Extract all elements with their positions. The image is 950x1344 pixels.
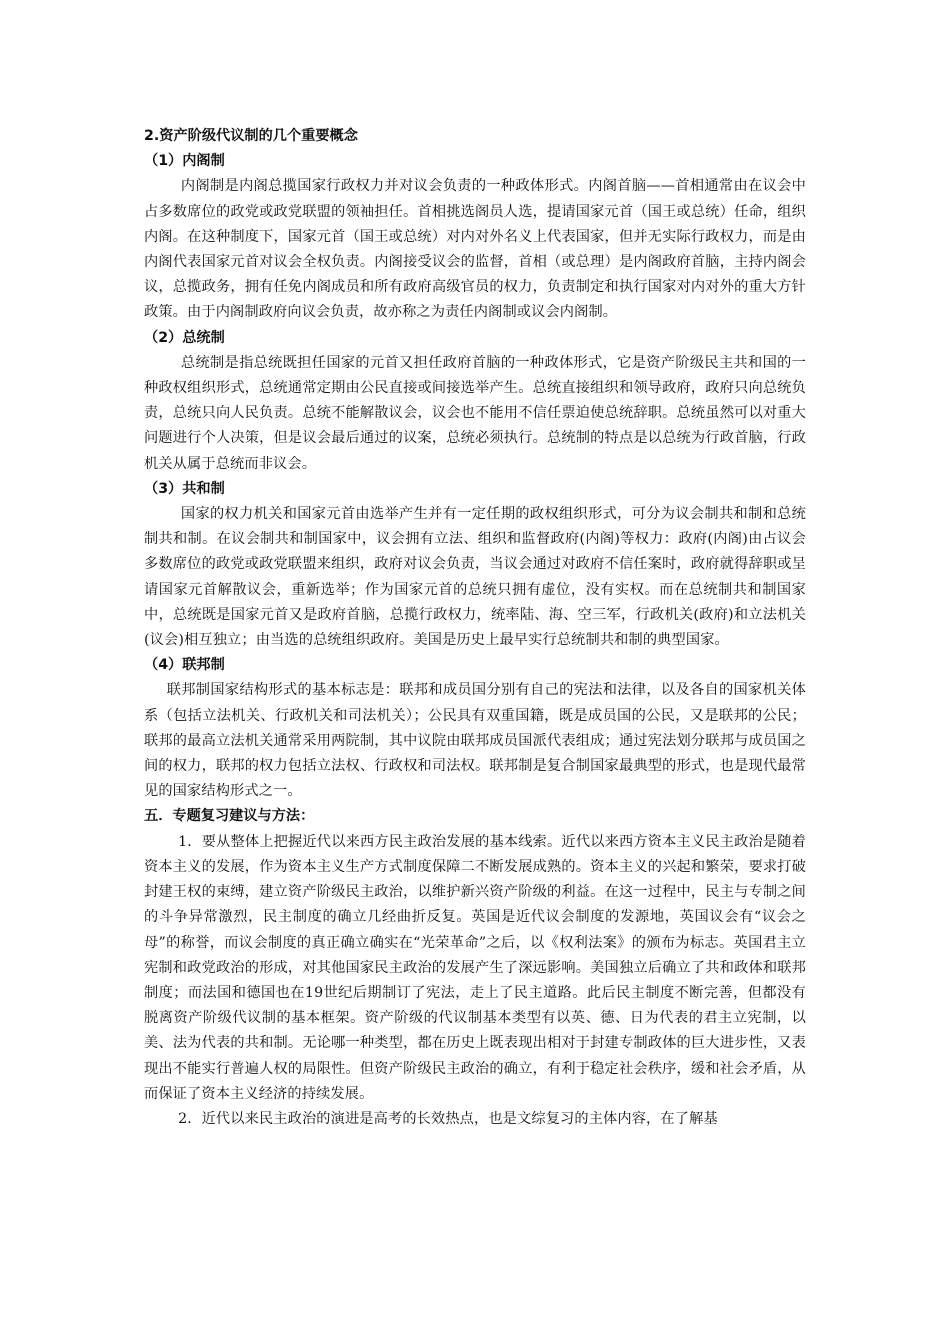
- subsection-heading-presidential: （2）总统制: [144, 329, 225, 346]
- document-page: [144, 124, 806, 1132]
- paragraph-republic: 国家的权力机关和国家元首由选举产生并有一定任期的政权组织形式，可分为议会制共和制和总统制共和制。在议会制共和制国家中，议会拥有立法、组织和监督政府(内阁)等权力：政府(内阁)由占议会多数席位的政党或政党联盟来组织，政府对议会负责，当议会通过对政府不信任案时，政府就得辞职或呈请国家元首解散议会，重新选举；作为国家元首的总统只拥有虚位，没有实权。而在总统制共和制国家中，总统既是国家元首又是政府首脑，总揽行政权力，统率陆、海、空三军，行政机关(政府)和立法机关(议会)相互独立；由当选的总统组织政府。美国是历史上最早实行总统制共和制的典型国家。: [144, 506, 806, 649]
- paragraph-advice-1: 1．要从整体上把握近代以来西方民主政治发展的基本线索。近代以来西方资本主义民主政治是随着资本主义的发展，作为资本主义生产方式制度保障二不断发展成熟的。资本主义的兴起和繁荣，要求打破封建王权的束缚，建立资产阶级民主政治，以维护新兴资产阶级的利益。在这一过程中，民主与专制之间的斗争异常激烈，民主制度的确立几经曲折反复。英国是近代议会制度的发源地，英国议会有“议会之母”的称誉，而议会制度的真正确立确实在“光荣革命”之后，以《权利法案》的颁布为标志。英国君主立宪制和政党政治的形成，对其他国家民主政治的发展产生了深远影响。美国独立后确立了共和政体和联邦制度；而法国和德国也在19世纪后期制订了宪法，走上了民主道路。此后民主制度不断完善，但都没有脱离资产阶级代议制的基本框架。资产阶级的代议制基本类型有以英、德、日为代表的君主立宪制，以美、法为代表的共和制。无论哪一种类型，都在历史上既表现出相对于封建专制政体的巨大进步性，又表现出不能实行普遍人权的局限性。但资产阶级民主政治的确立，有利于稳定社会秩序，缓和社会矛盾，从而保证了资本主义经济的持续发展。: [144, 833, 806, 1102]
- subsection-heading-federal: （4）联邦制: [144, 657, 225, 674]
- paragraph-advice-2: 2．近代以来民主政治的演进是高考的长效热点，也是文综复习的主体内容，在了解基: [178, 1110, 718, 1127]
- subsection-heading-republic: （3）共和制: [144, 480, 225, 497]
- paragraph-presidential: 总统制是指总统既担任国家的元首又担任政府首脑的一种政体形式，它是资产阶级民主共和国的一种政权组织形式，总统通常定期由公民直接或间接选举产生。总统直接组织和领导政府，政府只向总统负责，总统只向人民负责。总统不能解散议会，议会也不能用不信任票迫使总统辞职。总统虽然可以对重大问题进行个人决策，但是议会最后通过的议案，总统必须执行。总统制的特点是以总统为行政首脑，行政机关从属于总统而非议会。: [144, 354, 806, 472]
- paragraph-cabinet: 内阁制是内阁总揽国家行政权力并对议会负责的一种政体形式。内阁首脑——首相通常由在议会中占多数席位的政党或政党联盟的领袖担任。首相挑选阁员人选，提请国家元首（国王或总统）任命，组织内阁。在这种制度下，国家元首（国王或总统）对内对外名义上代表国家，但并无实际行政权力，而是由内阁代表国家元首对议会全权负责。内阁接受议会的监督，首相（或总理）是内阁政府首脑，主持内阁会议，总揽政务，拥有任免内阁成员和所有政府高级官员的权力，负责制定和执行国家对内对外的重大方针政策。由于内阁制政府向议会负责，故亦称之为责任内阁制或议会内阁制。: [144, 178, 806, 321]
- subsection-heading-cabinet: （1）内阁制: [144, 153, 225, 170]
- section-title: 2.资产阶级代议制的几个重要概念: [144, 128, 358, 144]
- paragraph-federal: 联邦制国家结构形式的基本标志是：联邦和成员国分别有自己的宪法和法律，以及各自的国家机关体系（包括立法机关、行政机关和司法机关）；公民具有双重国籍，既是成员国的公民，又是联邦的公民；联邦的最高立法机关通常采用两院制，其中议院由联邦成员国派代表组成；通过宪法划分联邦与成员国之间的权力，联邦的权力包括立法权、行政权和司法权。联邦制是复合制国家最典型的形式，也是现代最常见的国家结构形式之一。: [144, 682, 806, 800]
- section5-title: 五．专题复习建议与方法：: [144, 808, 315, 825]
